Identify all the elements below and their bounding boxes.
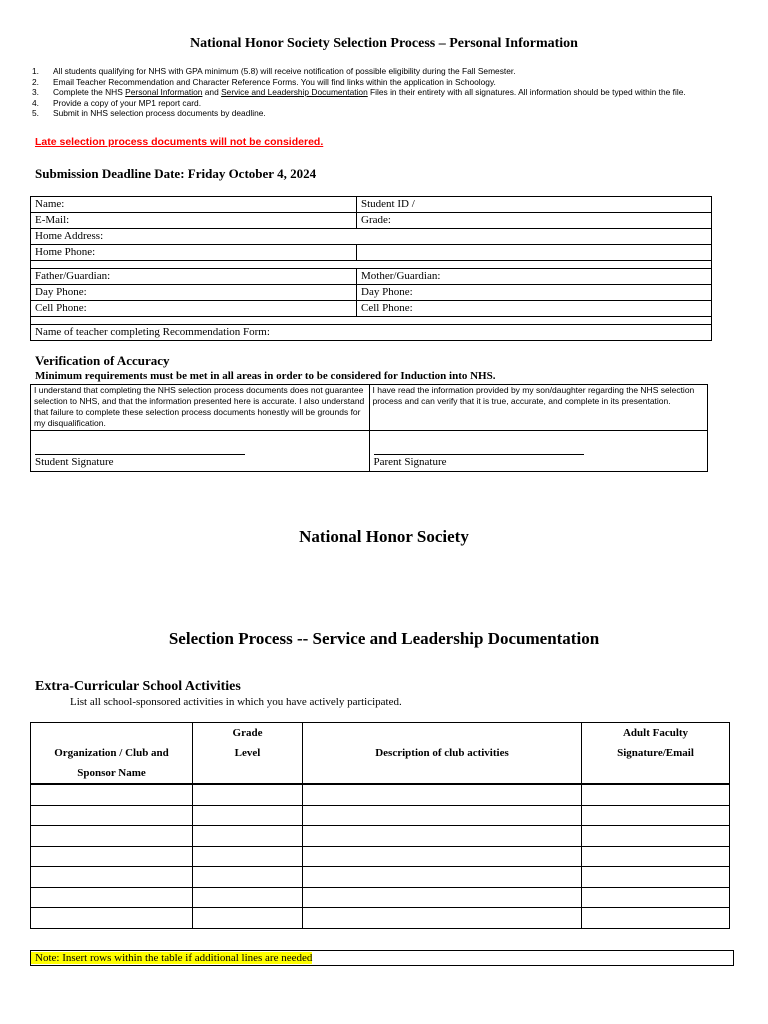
column-header-line: Grade [232, 727, 263, 739]
student-statement: I understand that completing the NHS selection process documents does not guarantee selection to NHS, and that the information presented here is accurate. I also understand that failure to complete these selection process documents honestly will be grounds for my disqualification. [31, 385, 370, 431]
instruction-item [32, 66, 742, 77]
home-address-field[interactable]: Home Address: [31, 229, 712, 245]
activity-cell[interactable] [193, 867, 303, 888]
activity-cell[interactable] [31, 846, 193, 867]
activity-cell[interactable] [31, 805, 193, 826]
page2-subtitle: Selection Process -- Service and Leadership Documentation [168, 629, 600, 648]
mother-cell-phone-field[interactable]: Cell Phone: [357, 301, 712, 317]
parent-statement: I have read the information provided by my son/daughter regarding the NHS selection process and can verify that it is true, accurate, and complete in its presentation. [369, 385, 708, 431]
mother-day-phone-field[interactable]: Day Phone: [357, 285, 712, 301]
verification-table [30, 384, 708, 472]
table-row [31, 867, 730, 888]
instruction-underlined-text: Service and Leadership Documentation [221, 87, 368, 97]
activity-cell[interactable] [31, 908, 193, 929]
spacer-row [31, 261, 712, 269]
instruction-number: 2. [32, 76, 39, 87]
page-title: National Honor Society Selection Process – Personal Information [190, 36, 578, 51]
activities-instruction: List all school-sponsored activities in which you have actively participated. [70, 696, 402, 708]
teacher-name-field[interactable]: Name of teacher completing Recommendation Form: [31, 325, 712, 341]
instruction-text [53, 66, 516, 77]
activity-cell[interactable] [582, 887, 730, 908]
activity-cell[interactable] [303, 867, 582, 888]
activity-cell[interactable] [31, 784, 193, 805]
signature-line [374, 454, 584, 455]
table-row [31, 908, 730, 929]
activity-cell[interactable] [303, 784, 582, 805]
student-id-field[interactable]: Student ID / [357, 197, 712, 213]
instruction-item [32, 98, 742, 109]
activity-cell[interactable] [582, 826, 730, 847]
activity-cell[interactable] [193, 826, 303, 847]
instruction-item [32, 77, 742, 88]
activity-cell[interactable] [303, 887, 582, 908]
home-phone-field[interactable]: Home Phone: [31, 245, 357, 261]
column-header-description [303, 723, 582, 785]
activity-cell[interactable] [193, 784, 303, 805]
activity-cell[interactable] [303, 805, 582, 826]
column-header-line [31, 723, 192, 743]
column-header-line [303, 723, 581, 743]
activity-cell[interactable] [193, 805, 303, 826]
activity-cell[interactable] [303, 826, 582, 847]
verification-heading: Verification of Accuracy [35, 353, 170, 368]
instruction-text-part: Complete the NHS [53, 87, 126, 97]
instruction-number: 5. [32, 108, 39, 118]
instructions-list [32, 66, 742, 119]
instruction-underlined-text: Personal Information [125, 87, 203, 97]
activity-cell[interactable] [582, 805, 730, 826]
home-phone-extra-cell[interactable] [357, 245, 712, 261]
column-header-line: Sponsor Name [77, 767, 146, 779]
table-row [31, 784, 730, 805]
column-header-line: Level [234, 747, 261, 759]
signature-line [35, 454, 245, 455]
student-signature-label: Student Signature [35, 456, 114, 468]
instruction-text [53, 87, 686, 98]
name-field[interactable]: Name: [31, 197, 357, 213]
page2-title: National Honor Society [299, 527, 469, 546]
instruction-text-part: Email Teacher Recommendation and Character Reference Forms. You will find links within the application in Schoology. [53, 76, 496, 87]
spacer-row [31, 317, 712, 325]
instruction-text-part: All students qualifying for NHS with GPA minimum (5.8) will receive notification of possible eligibility during the Fall Semester. [53, 66, 516, 76]
student-signature-cell[interactable] [31, 431, 370, 472]
email-field[interactable]: E-Mail: [31, 213, 357, 229]
instruction-item [32, 108, 742, 119]
activity-cell[interactable] [303, 908, 582, 929]
instruction-number: 1. [32, 66, 39, 76]
table-row [31, 805, 730, 826]
father-day-phone-field[interactable]: Day Phone: [31, 285, 357, 301]
column-header-grade [193, 723, 303, 785]
instruction-text-part: Provide a copy of your MP1 report card. [53, 97, 202, 108]
personal-info-table [30, 196, 712, 341]
instruction-number: 4. [32, 97, 39, 108]
instruction-text-part: Submit in NHS selection process documents by deadline. [53, 108, 266, 118]
insert-rows-note: Note: Insert rows within the table if additional lines are needed [31, 952, 312, 964]
activities-heading: Extra-Curricular School Activities [35, 679, 241, 694]
mother-guardian-field[interactable]: Mother/Guardian: [357, 269, 712, 285]
grade-field[interactable]: Grade: [357, 213, 712, 229]
table-row [31, 887, 730, 908]
activities-table [30, 722, 730, 929]
activity-cell[interactable] [193, 846, 303, 867]
activity-cell[interactable] [303, 846, 582, 867]
instruction-text-part: Files in their entirety with all signatures. All information should be typed within the file. [367, 87, 686, 97]
instruction-text [53, 108, 266, 119]
instruction-number: 3. [32, 87, 39, 97]
verification-subheading: Minimum requirements must be met in all areas in order to be considered for Induction into NHS. [35, 370, 496, 382]
column-header-line: Signature/Email [617, 747, 694, 759]
activity-cell[interactable] [582, 846, 730, 867]
activity-cell[interactable] [582, 784, 730, 805]
parent-signature-label: Parent Signature [373, 456, 447, 468]
activity-cell[interactable] [193, 887, 303, 908]
table-row [31, 846, 730, 867]
late-notice: Late selection process documents will not be considered. [35, 136, 324, 148]
activity-cell[interactable] [582, 867, 730, 888]
submission-deadline: Submission Deadline Date: Friday October 4, 2024 [35, 166, 317, 181]
instruction-item [32, 87, 742, 98]
activity-cell[interactable] [193, 908, 303, 929]
father-guardian-field[interactable]: Father/Guardian: [31, 269, 357, 285]
instruction-text-part: and [202, 87, 222, 97]
instruction-text [53, 77, 496, 88]
activity-cell[interactable] [31, 826, 193, 847]
instruction-text [53, 98, 201, 109]
column-header-line: Description of club activities [375, 747, 509, 759]
note-bar [30, 950, 734, 966]
column-header-faculty [582, 723, 730, 785]
activity-cell[interactable] [31, 887, 193, 908]
activities-table-body [31, 784, 730, 928]
table-row [31, 826, 730, 847]
column-header-line: Adult Faculty [622, 727, 689, 739]
father-cell-phone-field[interactable]: Cell Phone: [31, 301, 357, 317]
column-header-line: Organization / Club and [54, 747, 169, 759]
column-header-organization [31, 723, 193, 785]
activity-cell[interactable] [582, 908, 730, 929]
parent-signature-cell[interactable] [369, 431, 708, 472]
activity-cell[interactable] [31, 867, 193, 888]
